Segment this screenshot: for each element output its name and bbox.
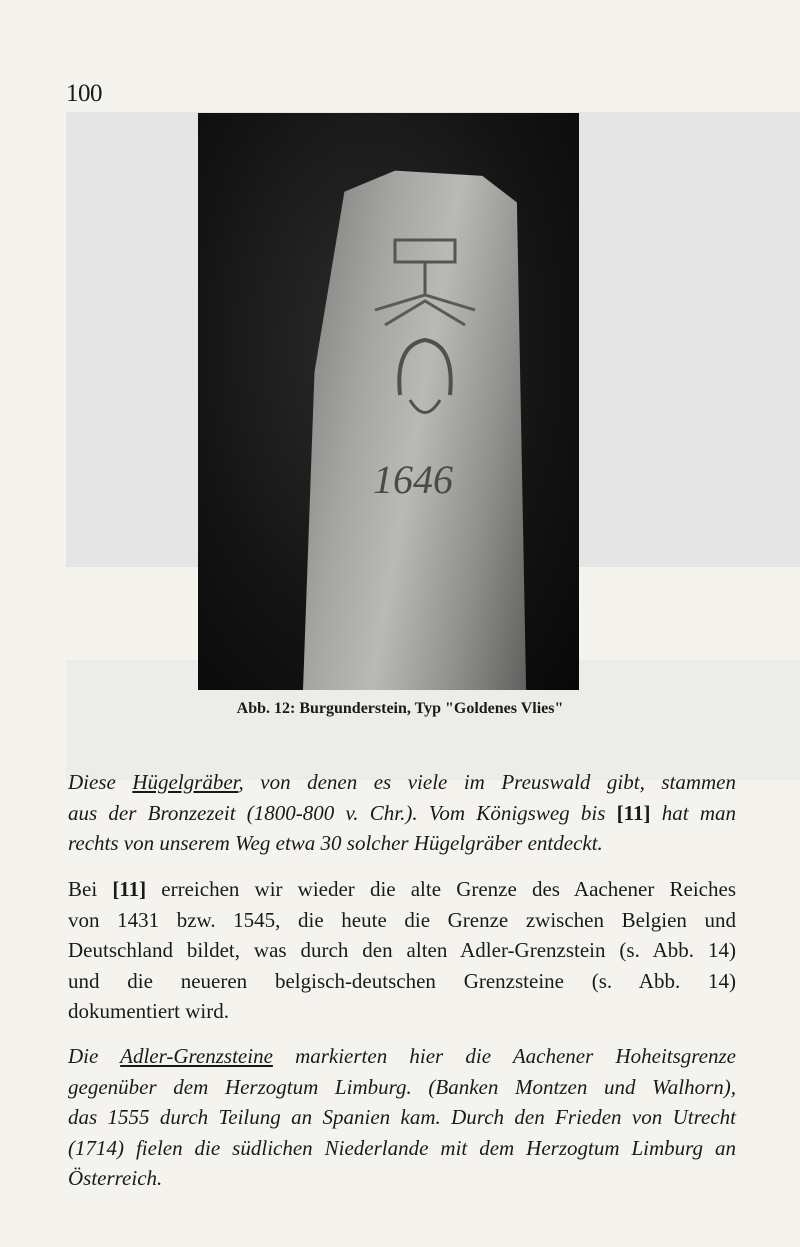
text: und die neueren belgisch-deutschen Grenzsteine (s. Abb. 14) [68, 968, 736, 993]
paragraph-huegelgraeber [68, 767, 736, 859]
text: dokumentiert wird. [68, 999, 229, 1023]
text: (1714) fielen die südlichen Niederlande mit dem Herzogtum Limburg an [68, 1135, 736, 1160]
text: Bei [68, 877, 113, 901]
text: Die [68, 1044, 121, 1068]
text: Diese [68, 770, 133, 794]
text: , von denen es viele im Preuswald gibt, stammen [238, 770, 736, 794]
text: aus der Bronzezeit (1800-800 v. Chr.). Vom Königsweg bis [68, 800, 617, 825]
text: hat man [650, 800, 737, 825]
waypoint-ref: [11] [616, 800, 651, 825]
carved-year: 1646 [373, 457, 453, 502]
text: rechts von unserem Weg etwa 30 solcher Hügelgräber entdeckt. [68, 831, 603, 855]
paragraph-adler-grenzsteine [68, 1041, 736, 1194]
stone-carving [365, 235, 485, 535]
text: Österreich. [68, 1166, 163, 1190]
paragraph-grenze [68, 874, 736, 1027]
text: von 1431 bzw. 1545, die heute die Grenze zwischen Belgien und [68, 907, 736, 932]
text: erreichen wir wieder die alte Grenze des Aachener Reiches [146, 877, 736, 901]
term-huegelgraeber: Hügelgräber [132, 770, 239, 794]
text: gegenüber dem Herzogtum Limburg. (Banken Montzen und Walhorn), [68, 1074, 736, 1099]
figure-caption: Abb. 12: Burgunderstein, Typ "Goldenes Vlies" [236, 700, 564, 717]
text: markierten hier die Aachener Hoheitsgrenze [272, 1044, 736, 1068]
text: Deutschland bildet, was durch den alten Adler-Grenzstein (s. Abb. 14) [68, 938, 736, 962]
term-adler-grenzsteine: Adler-Grenzsteine [120, 1044, 273, 1068]
text: das 1555 durch Teilung an Spanien kam. Durch den Frieden von Utrecht [68, 1105, 736, 1129]
waypoint-ref: [11] [112, 877, 147, 901]
page-number: 100 [66, 80, 102, 107]
